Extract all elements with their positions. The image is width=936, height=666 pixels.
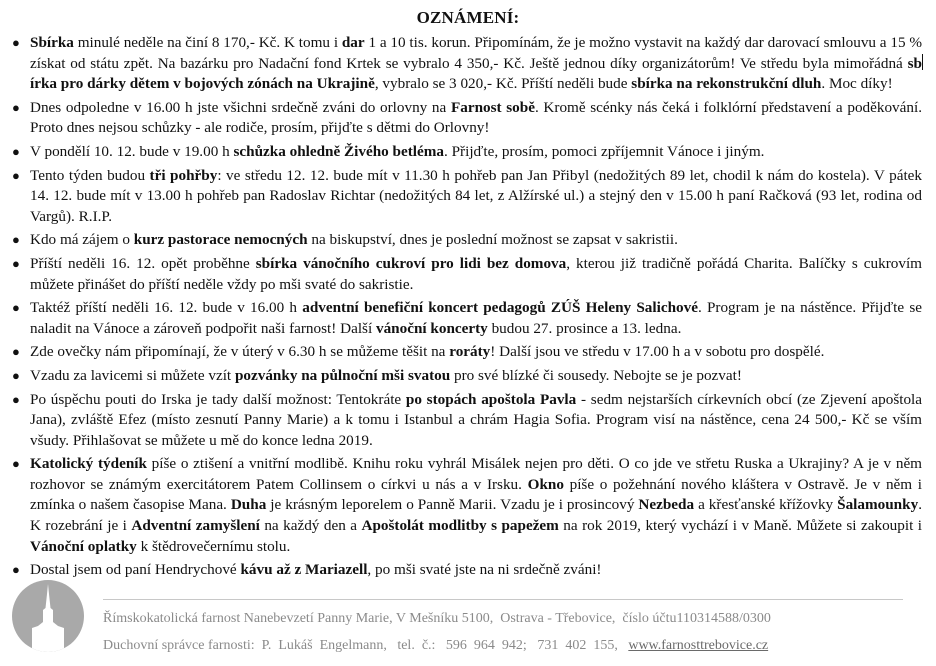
text: a křesťanské křížovky [694,496,838,514]
text: , vybralo se 3 020,- Kč. Příští neděli bude [374,75,632,93]
bullet-icon: ● [12,232,20,248]
bullet-icon: ● [12,35,20,50]
page-title: OZNÁMENÍ: [416,8,520,27]
announcement-item [10,98,922,139]
announcement-item [10,166,922,228]
bold-text: Apoštolát modlitby s papežem [361,517,559,535]
text: Příští neděli 16. 12. opět proběhne [30,254,256,272]
announcement-item [10,230,922,251]
bold-text: Vánoční oplatky [30,537,137,555]
announcement-item [10,560,922,581]
bullet-icon: ● [12,562,20,578]
bold-text: írka pro dárky dětem v bojových zónách na Ukrajině [30,75,375,93]
text: píše o ztišení a vnitřní modlibě. Knihu roku vyhrál Misálek nejen pro děti. O co jde ve střetu Ruska a Ukrajiny? A je v něm rozhovor se známým exercitátorem Patem Collinsem o církvi u nás a v Irsku. [30,455,922,493]
text: Kdo má zájem o [30,231,134,249]
announcement-item [10,390,922,452]
announcement-item [10,142,922,163]
announcement-item [10,298,922,339]
bold-text: sb [907,54,922,72]
bold-text: Sbírka [30,34,74,51]
announcement-item [10,454,922,557]
church-tower-icon [12,580,84,652]
bold-text: dar [341,34,365,51]
bold-text: tři pohřby [149,166,218,184]
text: Dnes odpoledne v 16.00 h jste všichni srdečně zváni do orlovny na [30,98,451,116]
bold-text: adventní benefiční koncert pedagogů ZÚŠ Heleny Salichové [302,299,698,317]
bold-text: roráty [449,343,491,361]
bullet-icon: ● [12,391,20,407]
bullet-icon: ● [12,99,20,115]
text: k štědrovečernímu stolu. [136,537,291,555]
announcement-item [10,33,922,95]
text: Po úspěchu pouti do Irska je tady další možnost: Tentokráte [30,390,406,408]
announcement-item [10,254,922,295]
bold-text: kurz pastorace nemocných [133,231,308,249]
bullet-icon: ● [12,344,20,360]
text: pro své blízké či sousedy. Nebojte se je pozvat! [450,366,742,384]
text: , po mši svaté jste na ni srdečně zváni! [367,561,602,579]
bold-text: Okno [527,475,564,493]
text: . K rozebrání je i [30,496,922,535]
website-link[interactable]: www.farnosttrebovice.cz [628,638,769,653]
text: Dostal jsem od paní Hendrychové [30,561,241,579]
bullet-icon: ● [12,167,20,183]
text-cursor [922,54,923,70]
text: Taktéž příští neděli 16. 12. bude v 16.00 h [30,299,303,317]
bullet-icon: ● [12,255,20,271]
text: budou 27. prosince a 13. ledna. [487,319,682,337]
text: na rok 2019, který vychází i v Maně. Můžete si zakoupit i [558,517,922,535]
footer-divider [103,599,903,600]
text: , kterou již tradičně pořádá Charita. Balíčky s cukrovím můžete přinášet do příští neděle vždy po mši svaté do sakristie. [30,254,922,293]
bold-text: Adventní zamyšlení [131,517,260,535]
text: je krásným leporelem o Panně Marii. Vzadu je i prosincový [266,496,639,514]
bullet-icon: ● [12,456,20,472]
text: Vzadu za lavicemi si můžete vzít [30,366,235,384]
text: . Kromě scénky nás čeká i folklórní představení a poděkování. Proto dnes nejsou schůzky - ale rodiče, prosím, přijďte s dětmi do Orlovny! [30,98,923,137]
bold-text: Šalamounky [837,496,919,514]
text: na každý den a [259,517,362,535]
text: . Moc díky! [821,75,893,93]
bullet-icon: ● [12,300,20,316]
text: . Přijďte, prosím, pomoci zpříjemnit Vánoce i jiným. [444,142,765,160]
bold-text: sbírka na rekonstrukční dluh [631,75,822,93]
bold-text: Farnost sobě [450,98,535,116]
text: ! Další jsou ve středu v 17.00 h a v sobotu pro dospělé. [490,343,825,361]
footer-contact-info [103,638,768,654]
text: : ve středu 12. 12. bude mít v 11.30 h pohřeb pan Jan Přibyl (nedožitých 89 let, chodil k nám do kostela). V pátek 14. 12. bude mít v 13.00 h pohřeb pan Radoslav Richtar (nedožitých 84 let, z Alžírské ul.) a stejný den v 15.00 h paní Račková (93 let, rodina od Vargů). R.I.P. [30,166,922,225]
bold-text: po stopách apoštola Pavla [405,390,577,408]
bullet-icon: ● [12,143,20,159]
announcement-list [10,33,922,584]
bold-text: pozvánky na půlnoční mši svatou [234,366,451,384]
bold-text: kávu až z Mariazell [240,561,368,579]
text: . Program je na nástěnce. Přijďte se naladit na Vánoce a zároveň podpořit naši farnost! Další [30,299,922,337]
text: V pondělí 10. 12. bude v 19.00 h [30,142,234,160]
announcement-item [10,366,922,387]
text: 1 a 10 tis. korun. Připomínám, že je možno vystavit na každý dar darovací smlouvu a 15 % získat od státu zpět. Na bazárku pro Nadační fond Krtek se vybralo 4 350,- Kč. Ještě jednou díky organizátorům! Ve středu byla mimořádná [30,34,923,72]
footer-contact-text: Duchovní správce farnosti: P. Lukáš Engelmann, tel. č.: 596 964 942; 731 402 155, [103,638,629,653]
text: Zde ovečky nám připomínají, že v úterý v 6.30 h se můžeme těšit na [30,343,450,361]
text: minulé neděle na činí 8 170,- Kč. K tomu i [73,34,342,51]
footer-parish-info: Římskokatolická farnost Nanebevzetí Panny Marie, V Mešníku 5100, Ostrava - Třebovice, číslo účtu110314588/0300 [103,611,771,626]
bold-text: schůzka ohledně Živého betléma [233,142,445,160]
bold-text: Nezbeda [638,496,695,514]
text: píše o požehnání nového kláštera v Ostravě. Je v něm i zmínka o našem časopise Mana. [30,475,922,514]
bold-text: sbírka vánočního cukroví pro lidi bez domova [255,254,567,272]
text: - sedm nejstarších církevních obcí (ze Zjevení apoštola Jana), zvláště Efez (místo zesnutí Panny Marie) a k tomu i Istanbul a chrám Hagia Sofia. Program visí na nástěnce, cena 24 500,- Kč se vším všudy. Přihlašovat se můžete u mě do konce ledna 2019. [30,390,923,449]
bullet-icon: ● [12,367,20,383]
text: Tento týden budou [30,166,150,184]
bold-text: vánoční koncerty [375,319,488,337]
text: na biskupství, dnes je poslední možnost se zapsat v sakristii. [307,231,678,249]
announcement-item [10,342,922,363]
bold-text: Duha [230,496,267,514]
bold-text: Katolický týdeník [30,455,147,473]
